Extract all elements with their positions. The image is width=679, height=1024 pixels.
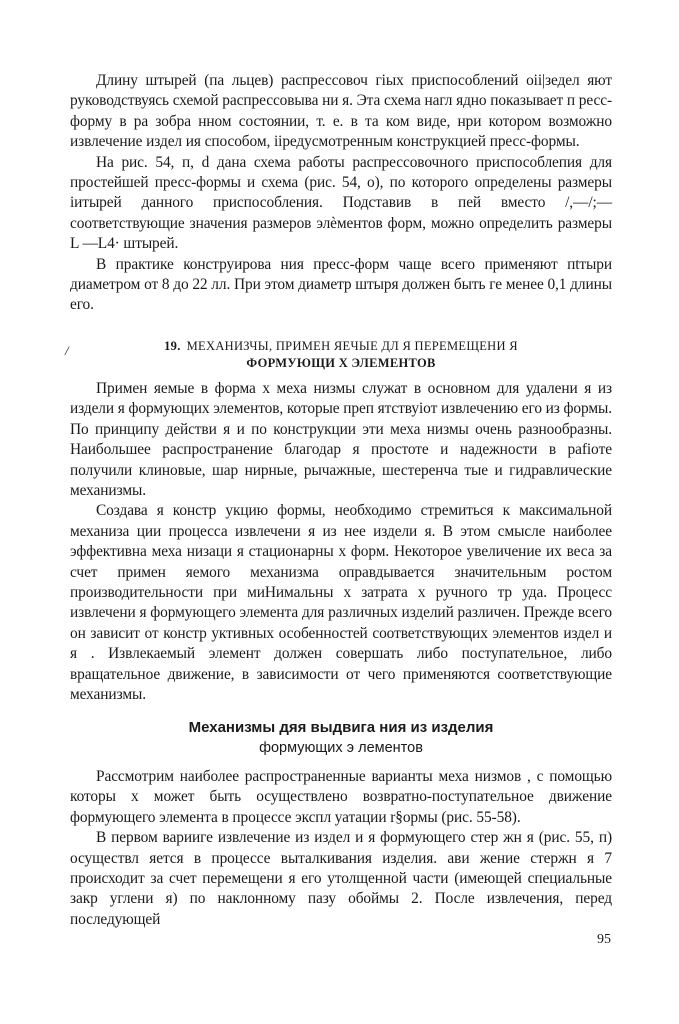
paragraph: На рис. 54, п, d дана схема работы распрессовочного приспособлепия для простейшей пресс-формы и схема (рис. 54, о), по которого определены размеры iитырей данного приспособления. Подставив в пей вместо /,—/;—соответствующие значения размеров элèментов форм, можно определить размеры L —L4· штырей. xyxy=(70,153,612,253)
subsection-title-line2: формующих э лементов xyxy=(259,740,423,756)
paragraph: В первом варииге извлечение из издел и я формующего стер жн я (рис. 55, п) осуществл яется в процессе выталкивания изделия. ави жение стержн я 7 происходит за счет перемещени я его утолщенной части (имеющей специальные закр углени я) по наклонному пазу обоймы 2. После извлечения, перед последующей xyxy=(70,829,612,928)
section-text xyxy=(70,379,612,706)
paragraph: Создава я констр укцию формы, необходимо стремиться к максимальной механиза ции процесса извлечени я из нее издели я. В этом смысле наиболее эффективна меха низаци я стационарны х форм. Некоторое увеличение их веса за счет примен яемого механизма оправдывается значительным ростом производительности при миНимальны х затрата х ручного тр уда. Процесс извлечени я формующего элемента для различных изделий различен. Прежде всего он зависит от констр уктивных особенностей соответствующих элементов издел и я . Извлекаемый элемент должен совершать либо поступательное, либо вращательное движение, в зависимости от чего применяются соответствующие механизмы. xyxy=(70,502,612,704)
section-title-line2: ФОРМУЮЩИ Х ЭЛЕМЕНТОВ xyxy=(246,356,436,370)
paragraph: Примен яемые в форма х меха низмы служат в основном для удалени я из издели я формующих элементов, которые преп ятствуiот извлечению его из формы. По принципу действи я и по конструкции эти меха низмы очень разнообразны. Наибольшее распространение благодар я простоте и надежности в раfioте получили клиновые, шар нирные, рычажные, шестеренча тые и гидравлические механизмы. xyxy=(70,380,612,500)
section-number: 19. xyxy=(164,339,181,353)
paragraph: Длину штырей (па льцев) распрессовоч гiых приспособлений оii|зедел яют руководствуясь схемой распрессовыва ни я. Эта схема нагл ядно показывает п ресс-форму в ра зобра нном состоянии, т. е. в та ком виде, нри котором возможно извлечение издел ия способом, iiредусмотренным конструкцией пресс-формы. xyxy=(70,72,612,151)
section-heading xyxy=(70,338,612,372)
section-title-line1: МЕХАНИЗЧЫ, ПРИМЕН ЯЕЧЫЕ ДЛ Я ПЕРЕМЕЩЕНИ Я xyxy=(186,339,518,353)
subsection-heading xyxy=(70,718,612,758)
intro-text xyxy=(70,71,612,316)
subsection-title-line1: Механизмы дяя выдвига ния из изделия xyxy=(188,719,494,736)
paragraph: Рассмотрим наиболее распространенные варианты меха низмов , с помощью которы х может быть осуществлено возвратно-поступательное движение формующего элемента в процессе экспл уатации r§ормы (рис. 55-58). xyxy=(70,768,612,826)
paragraph: В практике конструирова ния пресс-форм чаще всего применяют пtтыри диаметром от 8 до 22 лл. При этом диаметр штыря должен быть ге менее 0,1 длины его. xyxy=(70,255,612,314)
page-number: 95 xyxy=(597,932,611,947)
margin-mark: / xyxy=(65,343,69,358)
subsection-text xyxy=(70,767,612,930)
